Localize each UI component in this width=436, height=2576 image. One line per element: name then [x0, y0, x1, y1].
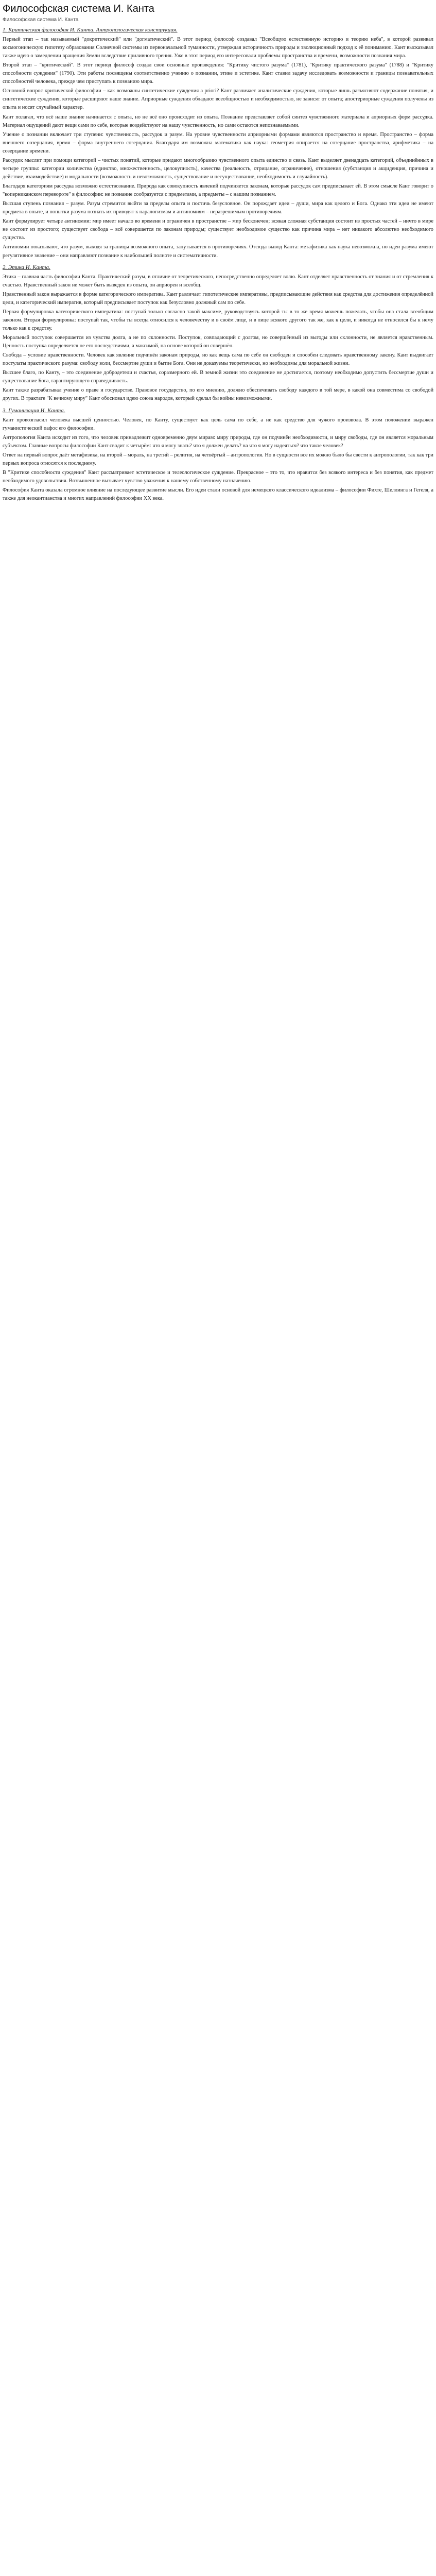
section-heading: 3. Гуманизация И. Канта.: [3, 407, 65, 414]
paragraph: Кант также разрабатывал учение о праве и государстве. Правовое государство, по его мнению, должно обеспечивать свободу каждого в той мере, в какой она совместима со свободой других. В трактате "К вечному миру" Кант обосновал идею союза народов, который сделал бы войны невозможными.: [3, 387, 433, 402]
paragraph: Рассудок мыслит при помощи категорий – чистых понятий, которые придают многообразию чувственного опыта единство и связь. Кант выделяет двенадцать категорий, объединённых в четыре группы: категории количества (единство, множественность, целокупность), качества (реальность, отрицание, ограничение), отношения (субстанция и акциденция, причина и действие, взаимодействие) и модальности (возможность и невозможность, существование и несуществование, необходимость и случайность).: [3, 157, 433, 180]
section-heading: 2. Этика И. Канта.: [3, 264, 50, 270]
paragraph: Антропология Канта исходит из того, что человек принадлежит одновременно двум мирам: миру природы, где он подчинён необходимости, и миру свободы, где он является моральным субъектом. Главные вопросы философии Кант сводит к четырём: что я могу знать? что я должен делать? на что я могу надеяться? что такое человек?: [3, 434, 433, 449]
paragraph: Кант провозгласил человека высшей ценностью. Человек, по Канту, существует как цель сама по себе, а не как средство для чужого произвола. В этом положении выражен гуманистический пафос его философии.: [3, 417, 433, 431]
paragraph: Кант формулирует четыре антиномии: мир имеет начало во времени и ограничен в пространстве – мир бесконечен; всякая сложная субстанция состоит из простых частей – ничто в мире не состоит из простого; существует свобода – всё совершается по законам природы; существует необходимое существо как причина мира – нет никакого абсолютно необходимого существа.: [3, 218, 433, 241]
paragraph: Философия Канта оказала огромное влияние на последующее развитие мысли. Его идеи стали основой для немецкого классического идеализма – философии Фихте, Шеллинга и Гегеля, а также для неокантианства и многих направлений философии XX века.: [3, 487, 433, 502]
breadcrumb: Философская система И. Канта: [3, 17, 79, 23]
article-body: [3, 26, 433, 503]
paragraph: Высшее благо, по Канту, – это соединение добродетели и счастья, соразмерного ей. В земной жизни это соединение не достигается, поэтому необходимо допустить бессмертие души и существование Бога, гарантирующего справедливость.: [3, 370, 433, 384]
paragraph: Благодаря категориям рассудка возможно естествознание. Природа как совокупность явлений подчиняется законам, которые рассудок сам предписывает ей. В этом смысле Кант говорит о "коперниканском перевороте" в философии: не познание сообразуется с предметами, а предметы – с нашим познанием.: [3, 183, 433, 198]
paragraph: Ответ на первый вопрос даёт метафизика, на второй – мораль, на третий – религия, на четвёртый – антропология. Но в сущности все их можно было бы свести к антропологии, так как три первых вопроса относятся к последнему.: [3, 452, 433, 466]
paragraph: Антиномии показывают, что разум, выходя за границы возможного опыта, запутывается в противоречиях. Отсюда вывод Канта: метафизика как наука невозможна, но идеи разума имеют регулятивное значение – они направляют познание к наибольшей полноте и систематичности.: [3, 244, 433, 259]
paragraph: Первый этап – так называемый "докритический" или "догматический". В этот период философ создавал "Всеобщую естественную историю и теорию неба", в которой развивал космогоническую гипотезу образования Солнечной системы из первоначальной туманности, утверждая историчность природы и эволюционный подход к её пониманию. Кант высказывал также идею о замедлении вращения Земли вследствие приливного трения. Уже в этот период его интересовали проблемы пространства и времени, возможности познания мира.: [3, 36, 433, 59]
paragraph: Высшая ступень познания – разум. Разум стремится выйти за пределы опыта и постичь безусловное. Он порождает идеи – души, мира как целого и Бога. Однако эти идеи не имеют предмета в опыте, и попытки разума познать их приводят к паралогизмам и антиномиям – неразрешимым противоречиям.: [3, 201, 433, 215]
page-title: Философская система И. Канта: [3, 3, 154, 14]
paragraph: Свобода – условие нравственности. Человек как явление подчинён законам природы, но как вещь сама по себе он свободен и способен следовать нравственному закону. Кант выдвигает постулаты практического разума: свободу воли, бессмертие души и бытие Бога. Они не доказуемы теоретически, но необходимы для моральной жизни.: [3, 352, 433, 367]
paragraph: Этика – главная часть философии Канта. Практический разум, в отличие от теоретического, непосредственно определяет волю. Кант отделяет нравственность от знания и от стремления к счастью. Нравственный закон не может быть выведен из опыта, он априорен и всеобщ.: [3, 274, 433, 288]
paragraph: Первая формулировка категорического императива: поступай только согласно такой максиме, руководствуясь которой ты в то же время можешь пожелать, чтобы она стала всеобщим законом. Вторая формулировка: поступай так, чтобы ты всегда относился к человечеству и в своём лице, и в лице всякого другого так же, как к цели, и никогда не относился бы к нему только как к средству.: [3, 309, 433, 331]
paragraph: Нравственный закон выражается в форме категорического императива. Кант различает гипотетические императивы, предписывающие действия как средства для достижения определённой цели, и категорический императив, который предписывает поступок как безусловно должный сам по себе.: [3, 291, 433, 306]
paragraph: В "Критике способности суждения" Кант рассматривает эстетическое и телеологическое суждение. Прекрасное – это то, что нравится без всякого интереса и без понятия, как предмет необходимого удовольствия. Возвышенное вызывает чувство уважения к нашему собственному назначению.: [3, 469, 433, 484]
section-heading: 1. Критическая философия И. Канта. Антропологическая конструкция.: [3, 27, 178, 33]
article: [0, 0, 436, 514]
paragraph: Второй этап – "критический". В этот период философ создал свои основные произведения: "Критику чистого разума" (1781), "Критику практического разума" (1788) и "Критику способности суждения" (1790). Эти работы посвящены соответственно учению о познании, этике и эстетике. Кант ставил задачу исследовать возможности и границы познавательных способностей человека, прежде чем приступать к познанию мира.: [3, 62, 433, 85]
paragraph: Моральный поступок совершается из чувства долга, а не по склонности. Поступок, совпадающий с долгом, но совершённый из выгоды или склонности, не является нравственным. Ценность поступка определяется не его последствиями, а максимой, на основе которой он совершён.: [3, 335, 433, 349]
paragraph: Основной вопрос критической философии – как возможны синтетические суждения a priori? Кант различает аналитические суждения, которые лишь разъясняют содержание понятия, и синтетические суждения, которые расширяют наше знание. Априорные суждения обладают всеобщностью и необходимостью, не зависят от опыта; апостериорные суждения получены из опыта и носят случайный характер.: [3, 88, 433, 111]
paragraph: Кант полагал, что всё наше знание начинается с опыта, но не всё оно происходит из опыта. Познание представляет собой синтез чувственного материала и априорных форм рассудка. Материал ощущений дают вещи сами по себе, которые воздействуют на нашу чувственность, но сами остаются непознаваемыми.: [3, 114, 433, 128]
paragraph: Учение о познании включает три ступени: чувственность, рассудок и разум. На уровне чувственности априорными формами являются пространство и время. Пространство – форма внешнего созерцания, время – форма внутреннего созерцания. Благодаря им возможна математика как наука: геометрия опирается на созерцание пространства, арифметика – на созерцание времени.: [3, 131, 433, 154]
